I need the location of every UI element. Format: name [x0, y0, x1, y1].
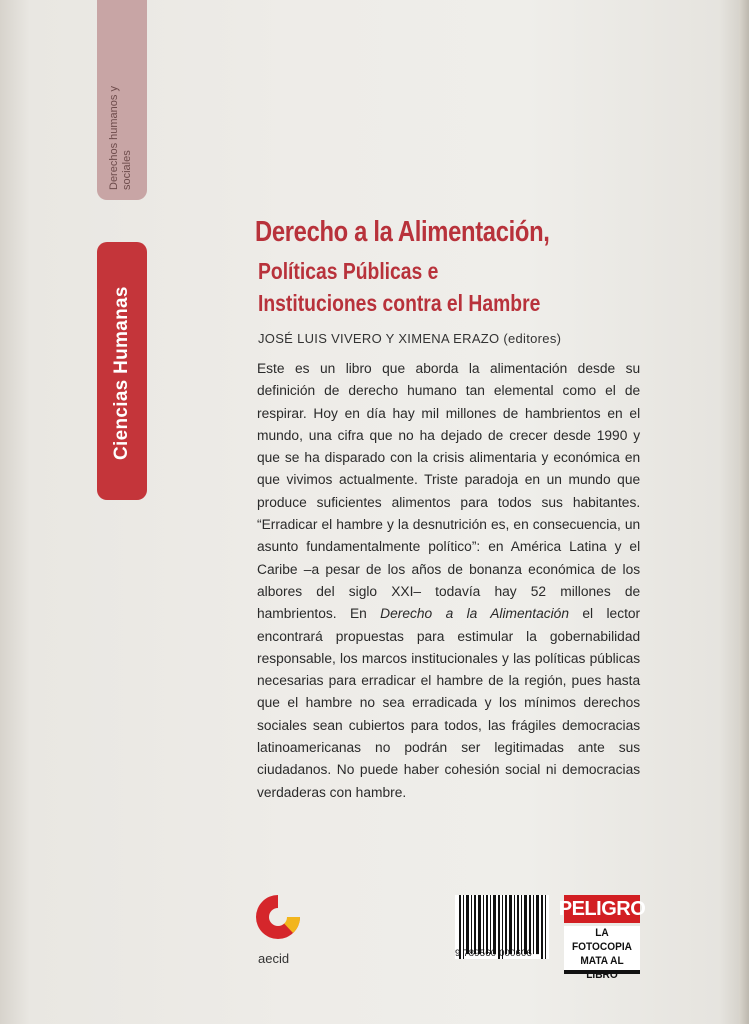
book-title-line-2: Políticas Públicas e [258, 258, 439, 284]
synopsis-title-ref: Derecho a la Alimentación [380, 606, 570, 623]
area-label: Ciencias Humanas [111, 286, 132, 460]
aecid-logo-icon [253, 892, 303, 942]
warning-line-1: LA FOTOCOPIA [571, 927, 632, 953]
synopsis-text-cont: el lector encontrará propuestas para estimular la gobernabilidad responsable, los marcos institucionales y las políticas públicas necesarias para erradicar el hambre de la región, pues hasta que el hambre no sea erradicada y los mínimos derechos sociales sean cubiertos para todos, las frágiles democracias latinoamericanas no podrán ser legitimadas ante sus ciudadanos. No puede haber cohesión social ni democracias verdaderas con hambre. [257, 606, 641, 801]
synopsis [257, 358, 640, 804]
cover-edge [739, 0, 749, 1024]
warning-line-2: MATA AL LIBRO [580, 955, 624, 981]
synopsis-text: Este es un libro que aborda la alimentación desde su definición de derecho humano tan elemental como el de respirar. Hoy en día hay mil millones de hambrientos en el mundo, una cifra que no ha dejado de crecer desde 1990 y que se ha disparado con la crisis alimentaria y económica en que vivimos actualmente. Triste paradoja en un mundo que produce suficientes alimentos para todos sus habitantes. “Erradicar el hambre y la desnutrición es, en consecuencia, un asunto fundamentalmente político”: en América Latina y el Caribe –a pesar de los años de bonanza económica de los albores del siglo XXI– todavía hay 52 millones de hambrientos. En [257, 361, 641, 623]
warning-box [564, 926, 640, 981]
book-editors: JOSÉ LUIS VIVERO Y XIMENA ERAZO (editores) [258, 331, 562, 346]
warning-title: PELIGRO [564, 895, 640, 923]
collection-label: Derechos humanos y sociales [108, 86, 133, 190]
barcode-number: 9 789560 000606 [455, 948, 532, 959]
book-title-line-3: Instituciones contra el Hambre [258, 290, 541, 316]
book-title-line-1: Derecho a la Alimentación, [255, 216, 550, 248]
publisher-name: aecid [258, 951, 290, 966]
